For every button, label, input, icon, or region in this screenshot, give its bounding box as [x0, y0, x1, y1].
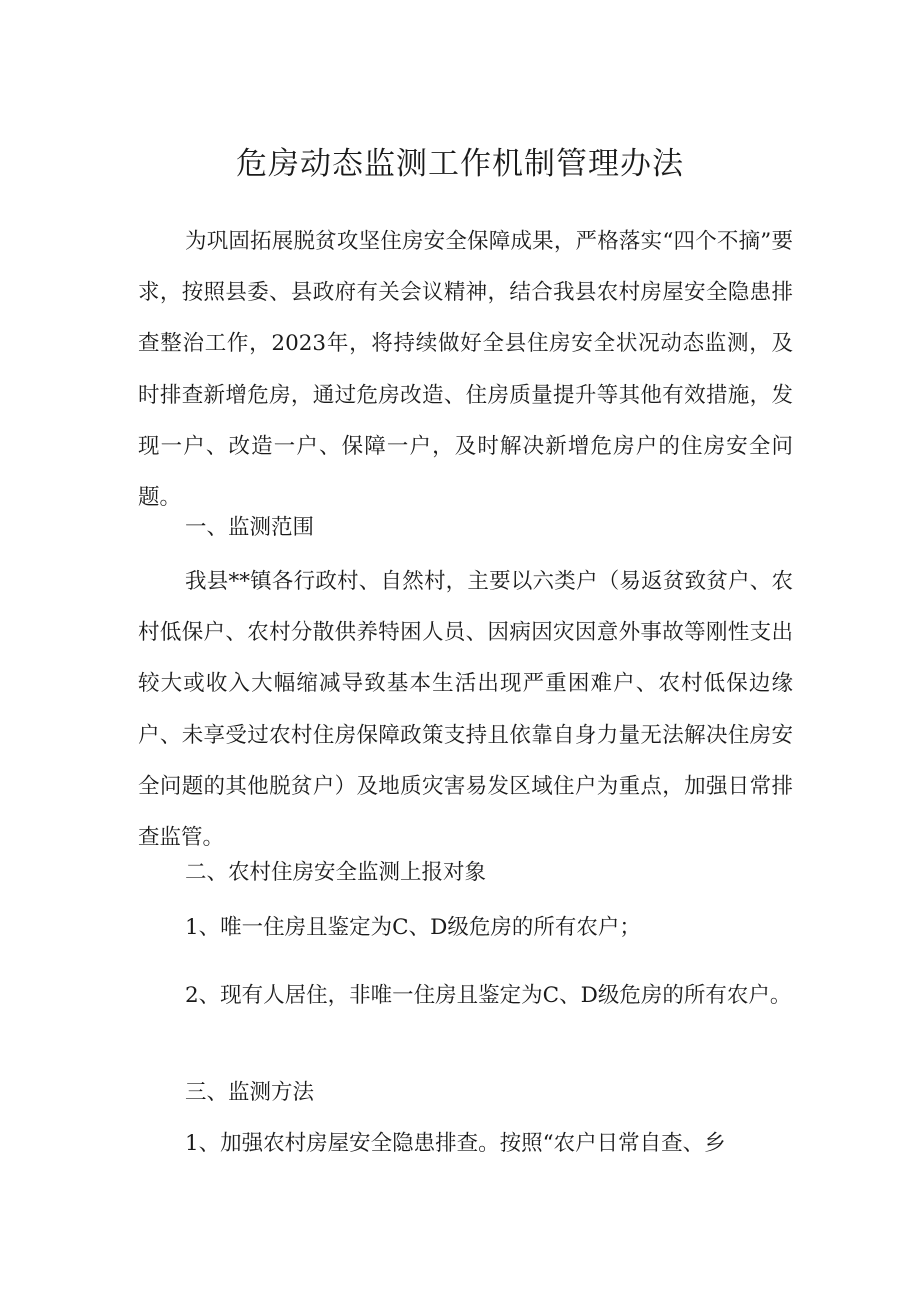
intro-paragraph: 为巩固拓展脱贫攻坚住房安全保障成果，严格落实“四个不摘”要求，按照县委、县政府有关会议精神，结合我县农村房屋安全隐患排查整治工作，2023年，将持续做好全县住房安全状况动态监测，及时排查新增危房，通过危房改造、住房质量提升等其他有效措施，发现一户、改造一户、保障一户，及时解决新增危房户的住房安全问题。: [138, 229, 793, 511]
method-item-1: 1、加强农村房屋安全隐患排查。按照“农户日常自查、乡: [185, 1131, 726, 1156]
target-item-1: 1、唯一住房且鉴定为C、D级危房的所有农户；: [185, 915, 641, 940]
target-item-2: 2、现有人居住，非唯一住房且鉴定为C、D级危房的所有农户。: [185, 983, 792, 1008]
section-heading-scope: 一、监测范围: [185, 515, 315, 540]
document-title: 危房动态监测工作机制管理办法: [236, 146, 684, 182]
section-heading-methods: 三、监测方法: [185, 1080, 315, 1105]
section-heading-targets: 二、农村住房安全监测上报对象: [185, 860, 487, 885]
scope-paragraph: 我县**镇各行政村、自然村，主要以六类户（易返贫致贫户、农村低保户、农村分散供养特困人员、因病因灾因意外事故等刚性支出较大或收入大幅缩减导致基本生活出现严重困难户、农村低保边缘户、未享受过农村住房保障政策支持且依靠自身力量无法解决住房安全问题的其他脱贫户）及地质灾害易发区域住户为重点，加强日常排查监管。: [138, 569, 793, 851]
